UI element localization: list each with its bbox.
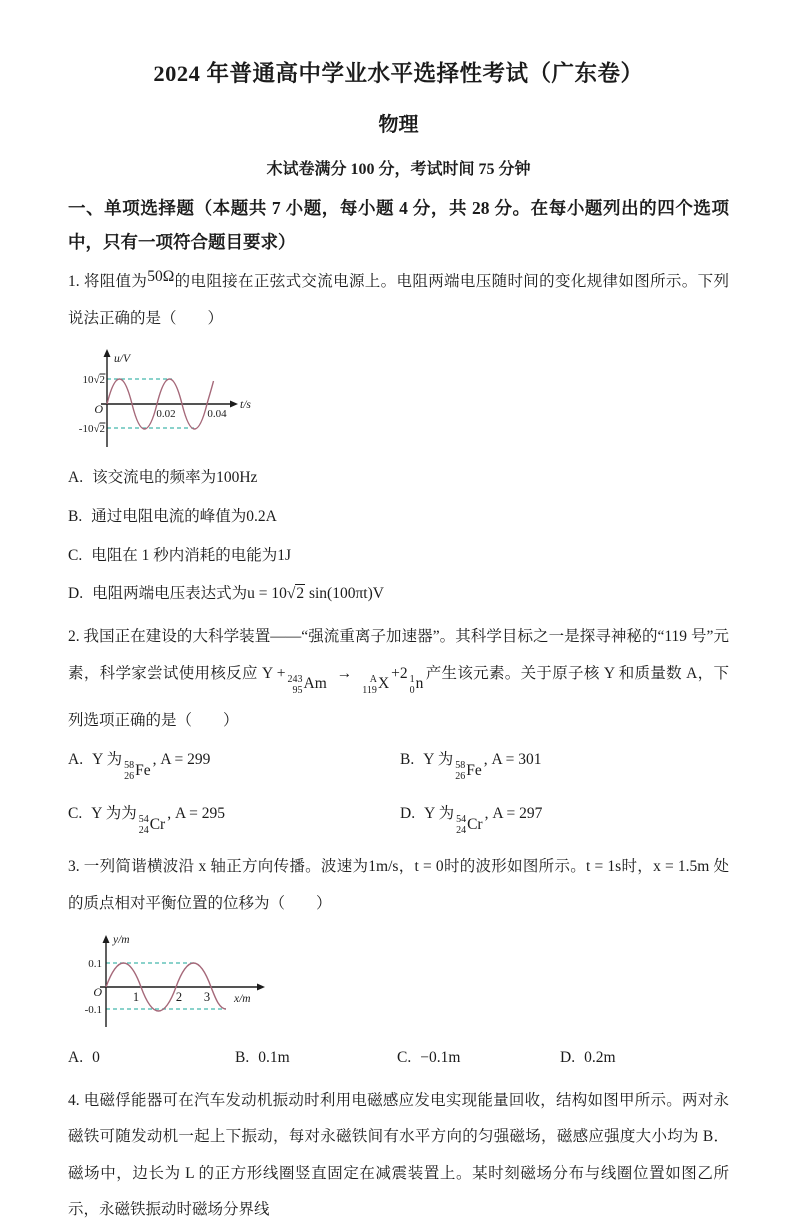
y-axis-label: y/m bbox=[113, 933, 130, 946]
exam-info-line: 木试卷满分 100 分，考试时间 75 分钟 bbox=[266, 161, 531, 178]
option-text: −0.1m bbox=[420, 1048, 461, 1066]
nuclide-neutron bbox=[410, 666, 424, 702]
yx-graph-svg bbox=[74, 932, 344, 1032]
option-label: D. bbox=[68, 585, 84, 603]
x-axis-label: x/m bbox=[234, 992, 251, 1005]
option-label: A. bbox=[68, 469, 84, 487]
option-text-post: , A = 299 bbox=[152, 751, 211, 769]
ut-graph-svg bbox=[74, 347, 344, 452]
q2-option-b bbox=[400, 741, 729, 790]
sqrt-argument: 2 bbox=[296, 585, 305, 603]
q2-option-d bbox=[400, 795, 729, 844]
x-axis-arrow-icon bbox=[257, 983, 265, 990]
nuclide-scripts bbox=[124, 760, 134, 782]
nuclide-americium bbox=[288, 666, 327, 702]
option-label: D. bbox=[560, 1048, 576, 1066]
nuclide-scripts bbox=[455, 760, 465, 782]
q1-stem-pre: 1. 将阻值为 bbox=[68, 273, 148, 291]
atomic-number: 26 bbox=[455, 771, 466, 783]
y-min-label: -0.1 bbox=[84, 1003, 102, 1016]
y-min-label: -10√2 bbox=[78, 423, 105, 436]
nuclide-symbol: Cr bbox=[467, 816, 483, 834]
nuclide-scripts bbox=[410, 674, 415, 696]
question-2-stem bbox=[68, 619, 729, 739]
mass-number: A bbox=[369, 673, 377, 685]
option-label: B. bbox=[400, 751, 415, 769]
subject-title: 物理 bbox=[378, 114, 419, 136]
x-tick-1: 1 bbox=[132, 989, 140, 1004]
x-tick-2: 2 bbox=[175, 989, 183, 1004]
option-text: 0 bbox=[92, 1048, 100, 1066]
option-text-pre: Y 为 bbox=[92, 751, 123, 769]
q3-option-d bbox=[560, 1039, 616, 1078]
option-label: B. bbox=[68, 507, 83, 525]
voltage-formula bbox=[247, 584, 384, 602]
nuclide-cr bbox=[139, 806, 166, 844]
q1-options bbox=[68, 459, 729, 614]
nuclide-scripts bbox=[139, 814, 149, 836]
q2-stem-post: 产生该元素。关于原子核 Y 和质量数 A，下列选项正确的是（ ） bbox=[68, 664, 729, 729]
option-text: 0.1m bbox=[258, 1048, 290, 1066]
option-text-pre: Y 为为 bbox=[91, 805, 137, 823]
question-3-stem: 3. 一列简谐横波沿 x 轴正方向传播。波速为1m/s，t = 0时的波形如图所示。t = 1s时，x = 1.5m 处的质点相对平衡位置的位移为（ ） bbox=[68, 858, 729, 912]
nuclide-fe bbox=[124, 752, 151, 790]
option-text-post: , A = 301 bbox=[483, 751, 542, 769]
mass-number: 1 bbox=[409, 673, 415, 685]
x-tick-3: 3 bbox=[203, 989, 211, 1004]
plus-two: +2 bbox=[391, 664, 408, 682]
option-text-pre: Y 为 bbox=[424, 805, 455, 823]
q1-option-c bbox=[68, 537, 729, 576]
q1-option-d bbox=[68, 575, 729, 614]
option-label: B. bbox=[235, 1048, 250, 1066]
option-label: D. bbox=[400, 805, 416, 823]
nuclide-x bbox=[362, 666, 389, 702]
option-text-pre: Y 为 bbox=[423, 751, 454, 769]
atomic-number: 119 bbox=[362, 684, 377, 696]
option-label: C. bbox=[68, 805, 83, 823]
nuclide-symbol: n bbox=[415, 675, 424, 693]
nuclide-symbol: Am bbox=[303, 675, 327, 693]
x-axis-label: t/s bbox=[240, 399, 251, 412]
origin-label: O bbox=[94, 402, 103, 417]
option-text: 电阻在 1 秒内消耗的电能为1J bbox=[91, 546, 292, 564]
x-tick-002: 0.02 bbox=[156, 408, 176, 421]
mass-number: 243 bbox=[287, 673, 303, 685]
option-text: 0.2m bbox=[584, 1048, 616, 1066]
nuclide-symbol: X bbox=[377, 675, 390, 693]
nuclide-cr bbox=[456, 806, 483, 844]
q2-options bbox=[68, 741, 729, 844]
mass-number: 54 bbox=[138, 814, 149, 826]
q1-option-b bbox=[68, 498, 729, 537]
y-axis-arrow-icon bbox=[103, 935, 110, 943]
q2-option-a bbox=[68, 741, 400, 790]
x-axis-arrow-icon bbox=[230, 401, 238, 408]
atomic-number: 24 bbox=[138, 825, 149, 837]
y-max-label: 10√2 bbox=[82, 374, 105, 387]
option-text-post: , A = 295 bbox=[167, 805, 226, 823]
formula-part: u = 10√ bbox=[247, 585, 296, 603]
mass-number: 58 bbox=[455, 760, 466, 772]
q3-waveform-graph bbox=[74, 932, 729, 1037]
option-text-post: , A = 297 bbox=[484, 805, 543, 823]
nuclide-symbol: Fe bbox=[466, 762, 482, 780]
atomic-number: 0 bbox=[409, 684, 415, 696]
nuclide-scripts bbox=[456, 814, 466, 836]
nuclide-scripts bbox=[362, 674, 377, 696]
question-1-stem bbox=[68, 264, 729, 337]
reaction-arrow: → bbox=[336, 664, 353, 682]
q2-option-c bbox=[68, 795, 400, 844]
nuclide-fe bbox=[455, 752, 482, 790]
mass-number: 54 bbox=[456, 814, 467, 826]
y-axis-label: u/V bbox=[114, 353, 130, 366]
x-tick-004: 0.04 bbox=[207, 408, 227, 421]
q3-option-a bbox=[68, 1039, 235, 1078]
page-title: 2024 年普通高中学业水平选择性考试（广东卷） bbox=[153, 61, 644, 86]
nuclide-symbol: Cr bbox=[149, 816, 166, 834]
option-label: A. bbox=[68, 1048, 84, 1066]
q1-resistance-value: 50Ω bbox=[147, 268, 175, 286]
q3-option-b bbox=[235, 1039, 397, 1078]
q1-stem-post: 的电阻接在正弦式交流电源上。电阻两端电压随时间的变化规律如图所示。下列说法正确的是（ ） bbox=[68, 273, 729, 327]
nuclide-scripts bbox=[288, 674, 303, 696]
section-header: 一、单项选择题（本题共 7 小题，每小题 4 分，共 28 分。在每小题列出的四个选项中，只有一项符合题目要求） bbox=[68, 198, 729, 253]
option-label: A. bbox=[68, 751, 84, 769]
option-label: C. bbox=[397, 1048, 412, 1066]
formula-part: sin(100πt)V bbox=[305, 585, 384, 603]
q1-option-a bbox=[68, 459, 729, 498]
option-label: C. bbox=[68, 546, 83, 564]
atomic-number: 26 bbox=[124, 771, 135, 783]
option-text-pre: 电阻两端电压表达式为 bbox=[92, 585, 248, 603]
y-max-label: 0.1 bbox=[88, 957, 102, 970]
nuclide-symbol: Fe bbox=[135, 762, 151, 780]
origin-label: O bbox=[93, 984, 102, 999]
q3-option-c bbox=[397, 1039, 560, 1078]
q3-options bbox=[68, 1039, 729, 1078]
option-text: 该交流电的频率为100Hz bbox=[92, 469, 258, 487]
atomic-number: 24 bbox=[456, 825, 467, 837]
q1-voltage-time-graph bbox=[74, 347, 729, 457]
option-text: 通过电阻电流的峰值为0.2A bbox=[91, 507, 277, 525]
y-axis-arrow-icon bbox=[104, 349, 111, 357]
q2-stem-pre: 2. 我国正在建设的大科学装置——“强流重离子加速器”。其科学目标之一是探寻神秘的“119 号”元素，科学家尝试使用核反应 Y + bbox=[68, 628, 729, 682]
question-4-stem: 4. 电磁俘能器可在汽车发动机振动时利用电磁感应发电实现能量回收，结构如图甲所示。两对永磁铁可随发动机一起上下振动，每对永磁铁间有水平方向的匀强磁场，磁感应强度大小均为 B．磁场中，边长为 L 的正方形线圈竖直固定在减震装置上。某时刻磁场分布与线圈位置如图乙所示，永磁铁振动时磁场分界线 bbox=[68, 1091, 729, 1218]
mass-number: 58 bbox=[124, 760, 135, 772]
atomic-number: 95 bbox=[292, 684, 303, 696]
